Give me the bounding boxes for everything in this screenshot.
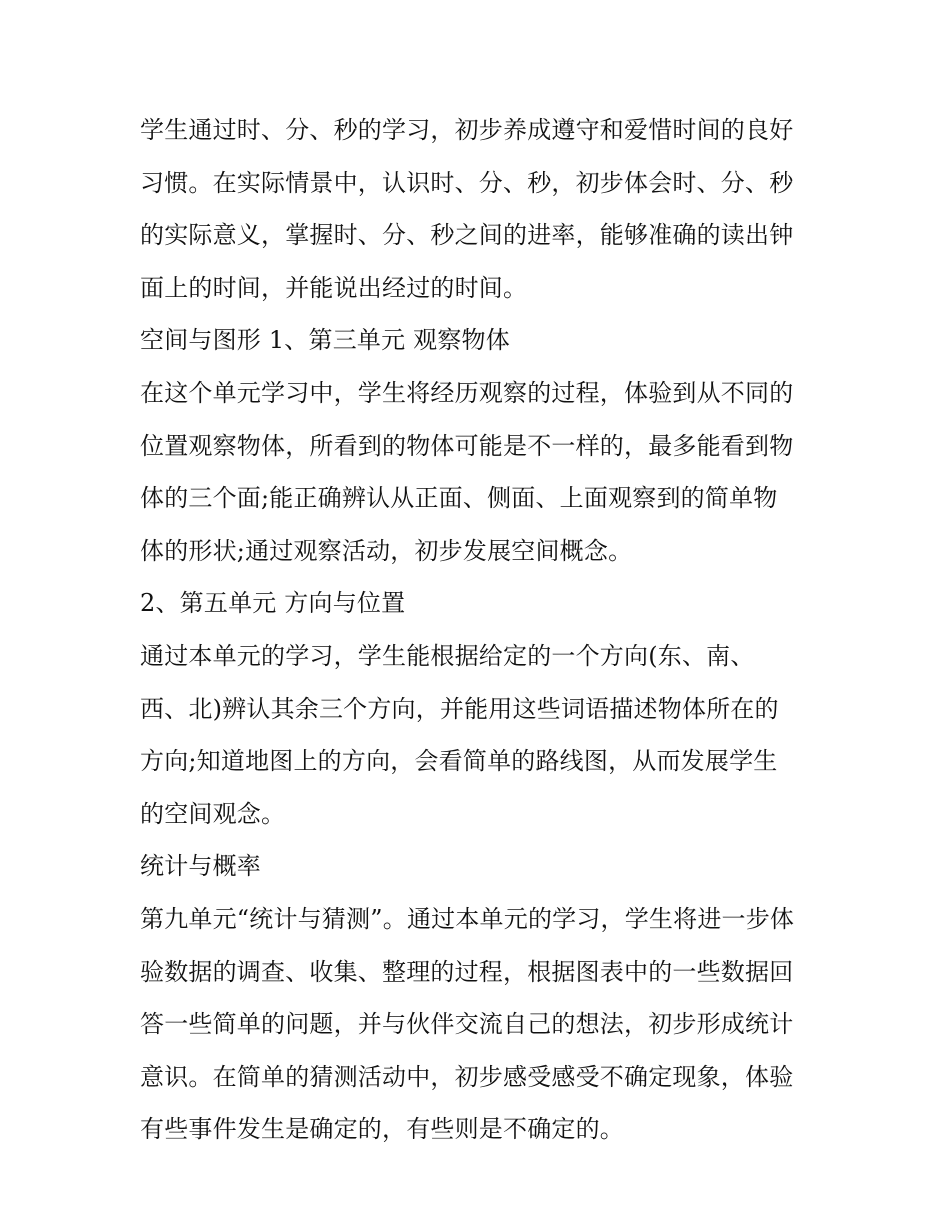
section-heading: 统计与概率 (140, 852, 261, 881)
text-line: 西、北)辨认其余三个方向，并能用这些词语描述物体所在的 (140, 694, 779, 723)
text-line: 意识。在简单的猜测活动中，初步感受感受不确定现象，体验 (140, 1062, 794, 1091)
text-line: 体的三个面;能正确辨认从正面、侧面、上面观察到的简单物 (140, 484, 778, 513)
text-line: 学生通过时、分、秒的学习，初步养成遵守和爱惜时间的良好 (140, 116, 794, 144)
section-heading: 2、第五单元 方向与位置 (140, 589, 406, 618)
text-line: 有些事件发生是确定的，有些则是不确定的。 (140, 1115, 624, 1144)
text-line: 体的形状;通过观察活动，初步发展空间概念。 (140, 536, 633, 565)
text-line: 面上的时间，并能说出经过的时间。 (140, 273, 528, 302)
text-line: 第九单元“统计与猜测”。通过本单元的学习，学生将进一步体 (140, 904, 795, 933)
document-body (140, 104, 830, 1156)
text-line: 位置观察物体，所看到的物体可能是不一样的，最多能看到物 (140, 431, 794, 460)
text-line: 答一些简单的问题，并与伙伴交流自己的想法，初步形成统计 (140, 1010, 794, 1039)
text-line: 验数据的调查、收集、整理的过程，根据图表中的一些数据回 (140, 957, 794, 986)
text-line: 习惯。在实际情景中，认识时、分、秒，初步体会时、分、秒 (140, 168, 794, 197)
section-heading: 空间与图形 1、第三单元 观察物体 (140, 326, 510, 355)
text-line: 在这个单元学习中，学生将经历观察的过程，体验到从不同的 (140, 378, 794, 407)
text-line: 方向;知道地图上的方向，会看简单的路线图，从而发展学生 (140, 747, 778, 776)
text-line: 的空间观念。 (140, 799, 286, 828)
text-line: 的实际意义，掌握时、分、秒之间的进率，能够准确的读出钟 (140, 221, 794, 250)
text-line: 通过本单元的学习，学生能根据给定的一个方向(东、南、 (140, 641, 755, 670)
